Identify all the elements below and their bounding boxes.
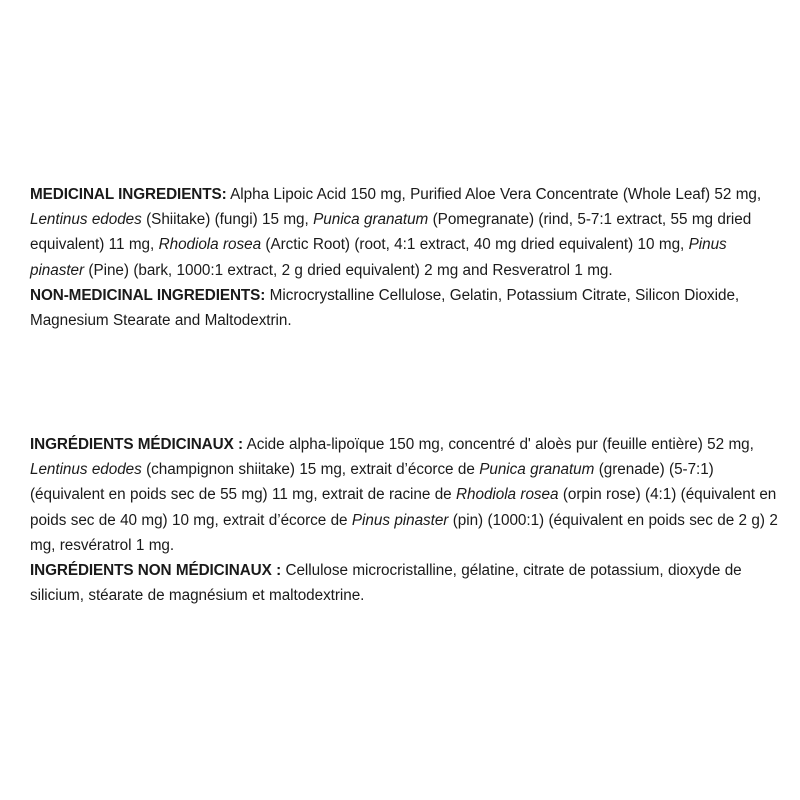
ingredient-text: Acide alpha-lipoïque 150 mg, concentré d' aloès pur (feuille entière) 52 mg, [243, 436, 754, 453]
ingredient-text: (champignon shiitake) 15 mg, extrait d’écorce de [141, 461, 480, 479]
english-non-medicinal-heading: NON-MEDICINAL INGREDIENTS: [30, 286, 266, 304]
ingredient-text: (Pine) (bark, 1000:1 extract, 2 g dried equivalent) 2 mg and Resveratrol 1 mg. [84, 261, 613, 279]
french-non-medicinal-ingredients-paragraph [30, 558, 778, 608]
english-non-medicinal-ingredients-paragraph [30, 283, 778, 333]
latin-species-name: Rhodiola rosea [158, 236, 262, 254]
ingredient-text: Alpha Lipoic Acid 150 mg, Purified Aloe Vera Concentrate (Whole Leaf) 52 mg, [226, 186, 762, 203]
latin-species-name: Lentinus edodes [30, 211, 142, 229]
latin-species-name: Punica granatum [479, 461, 595, 479]
ingredient-text: (Arctic Root) (root, 4:1 extract, 40 mg dried equivalent) 10 mg, [261, 236, 689, 254]
french-medicinal-ingredients-paragraph [30, 432, 778, 558]
english-medicinal-heading: MEDICINAL INGREDIENTS: [30, 186, 227, 203]
latin-species-name: Pinus pinaster [30, 236, 727, 279]
french-medicinal-body [30, 436, 778, 554]
french-medicinal-heading: INGRÉDIENTS MÉDICINAUX : [30, 436, 244, 453]
latin-species-name: Lentinus edodes [30, 461, 142, 479]
ingredient-text: (Pomegranate) (rind, 5-7:1 extract, 55 mg dried equivalent) 11 mg, [30, 211, 752, 254]
ingredient-text: (grenade) (5-7:1) (équivalent en poids sec de 55 mg) 11 mg, extrait de racine de [30, 461, 714, 504]
ingredient-text: (pin) (1000:1) (équivalent en poids sec de 2 g) 2 mg, resvératrol 1 mg. [30, 511, 778, 554]
latin-species-name: Rhodiola rosea [456, 486, 559, 504]
french-ingredients-block [30, 432, 778, 608]
ingredient-text: Cellulose microcristalline, gélatine, citrate de potassium, dioxyde de silicium, stéarate de magnésium et maltodextrine. [30, 562, 742, 605]
ingredient-text: (Shiitake) (fungi) 15 mg, [141, 211, 314, 229]
english-ingredients-block [30, 182, 778, 333]
latin-species-name: Punica granatum [313, 211, 429, 229]
english-medicinal-ingredients-paragraph [30, 182, 778, 283]
ingredient-text: Microcrystalline Cellulose, Gelatin, Potassium Citrate, Silicon Dioxide, Magnesium Stearate and Maltodextrin. [30, 286, 740, 330]
latin-species-name: Pinus pinaster [351, 511, 449, 529]
ingredient-text: (orpin rose) (4:1) (équivalent en poids sec de 40 mg) 10 mg, extrait d’écorce de [30, 486, 777, 529]
french-non-medicinal-heading: INGRÉDIENTS NON MÉDICINAUX : [30, 562, 282, 580]
